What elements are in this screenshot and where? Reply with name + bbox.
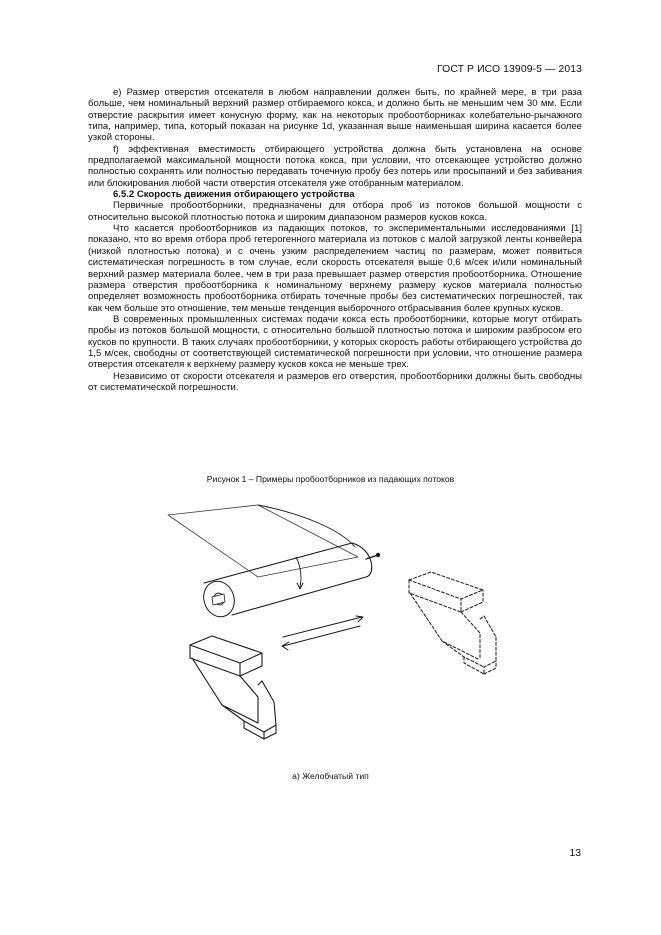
section-paragraph-3: В современных промышленных системах подачи кокса есть пробоотборники, которые могут отбирать пробы из потоков большой мощности, с относительно большой плотностью потока и широким разбросом его кусков по крупности. В таких случаях пробоотборники, у которых скорость работы отбирающего устройства до 1,5 м/сек, свободны от соответствующей систематической погрешности при условии, что отношение размера отверстия отсекателя к верхнему размеру кусков кокса не меньше трех. xyxy=(88,313,582,371)
section-heading: 6.5.2 Скорость движения отбирающего устройства xyxy=(113,189,355,201)
body-text xyxy=(88,87,582,393)
solid-sample-cutter-drawing xyxy=(190,636,276,739)
document-header: ГОСТ Р ИСО 13909-5 — 2013 xyxy=(437,64,582,75)
cutter-travel-arrows xyxy=(282,616,363,650)
paragraph-f: f) эффективная вместимость отбирающего устройства должна быть установлена на основе предполагаемой максимальной мощности потока кокса, при условии, что отсекающее устройство должно полностью сохранять или полностью передавать точечную пробу без потерь или просыпаний и без забивания или блокирования любой части отверстия отсекателя уже отобранным материалом. xyxy=(88,143,582,189)
figure-caption: Рисунок 1 – Примеры пробоотборников из падающих потоков xyxy=(206,474,455,484)
section-paragraph-1: Первичные пробоотборники, предназначены для отбора проб из потоков большой мощности с относительно высокой плотностью потока и широким диапазоном размеров кусков кокса. xyxy=(88,200,582,223)
paragraph-e: e) Размер отверстия отсекателя в любом направлении должен быть, по крайней мере, в три раза больше, чем номинальный верхний размер отбираемого кокса, и должно быть не меньшим чем 30 мм. Если отверстие раскрытия имеет конусную форму, как на некоторых пробоотборниках колебательно-рычажного типа, например, типа, который показан на рисунке 1d, указанная выше наименьшая ширина касается более узкой стороны. xyxy=(88,87,582,144)
section-paragraph-4: Независимо от скорости отсекателя и размеров его отверстия, пробоотборники должны быть свободны от систематической погрешности. xyxy=(88,370,582,393)
section-paragraph-2: Что касается пробоотборников из падающих потоков, то экспериментальными исследованиями [1] показано, что во время отбора проб гетерогенного материала из потоков с малой загрузкой ленты конвейера (низкой плотностью потока) и с очень узким распределением частиц по размерам, может появиться систематическая погрешность в том случае, если скорость отсекателя выше 0,6 м/сек и/или номинальный верхний размер материала более, чем в три раза превышает размер отверстия пробоотборника. Отношение размера отверстия пробоотборника к номинальному верхнему размеру кусков материала полностью определяет возможность пробоотборника отбирать точечные пробы без систематических погрешностей, так как чем больше это отношение, тем меньше тенденция выборочного отбрасывания более крупных кусков. xyxy=(88,223,582,314)
dashed-sample-cutter-drawing xyxy=(409,572,496,674)
figure-drawing xyxy=(0,495,661,765)
page-number: 13 xyxy=(569,848,581,859)
figure-subcaption: а) Желобчатый тип xyxy=(292,771,369,781)
conveyor-belt-drawing xyxy=(168,505,380,621)
